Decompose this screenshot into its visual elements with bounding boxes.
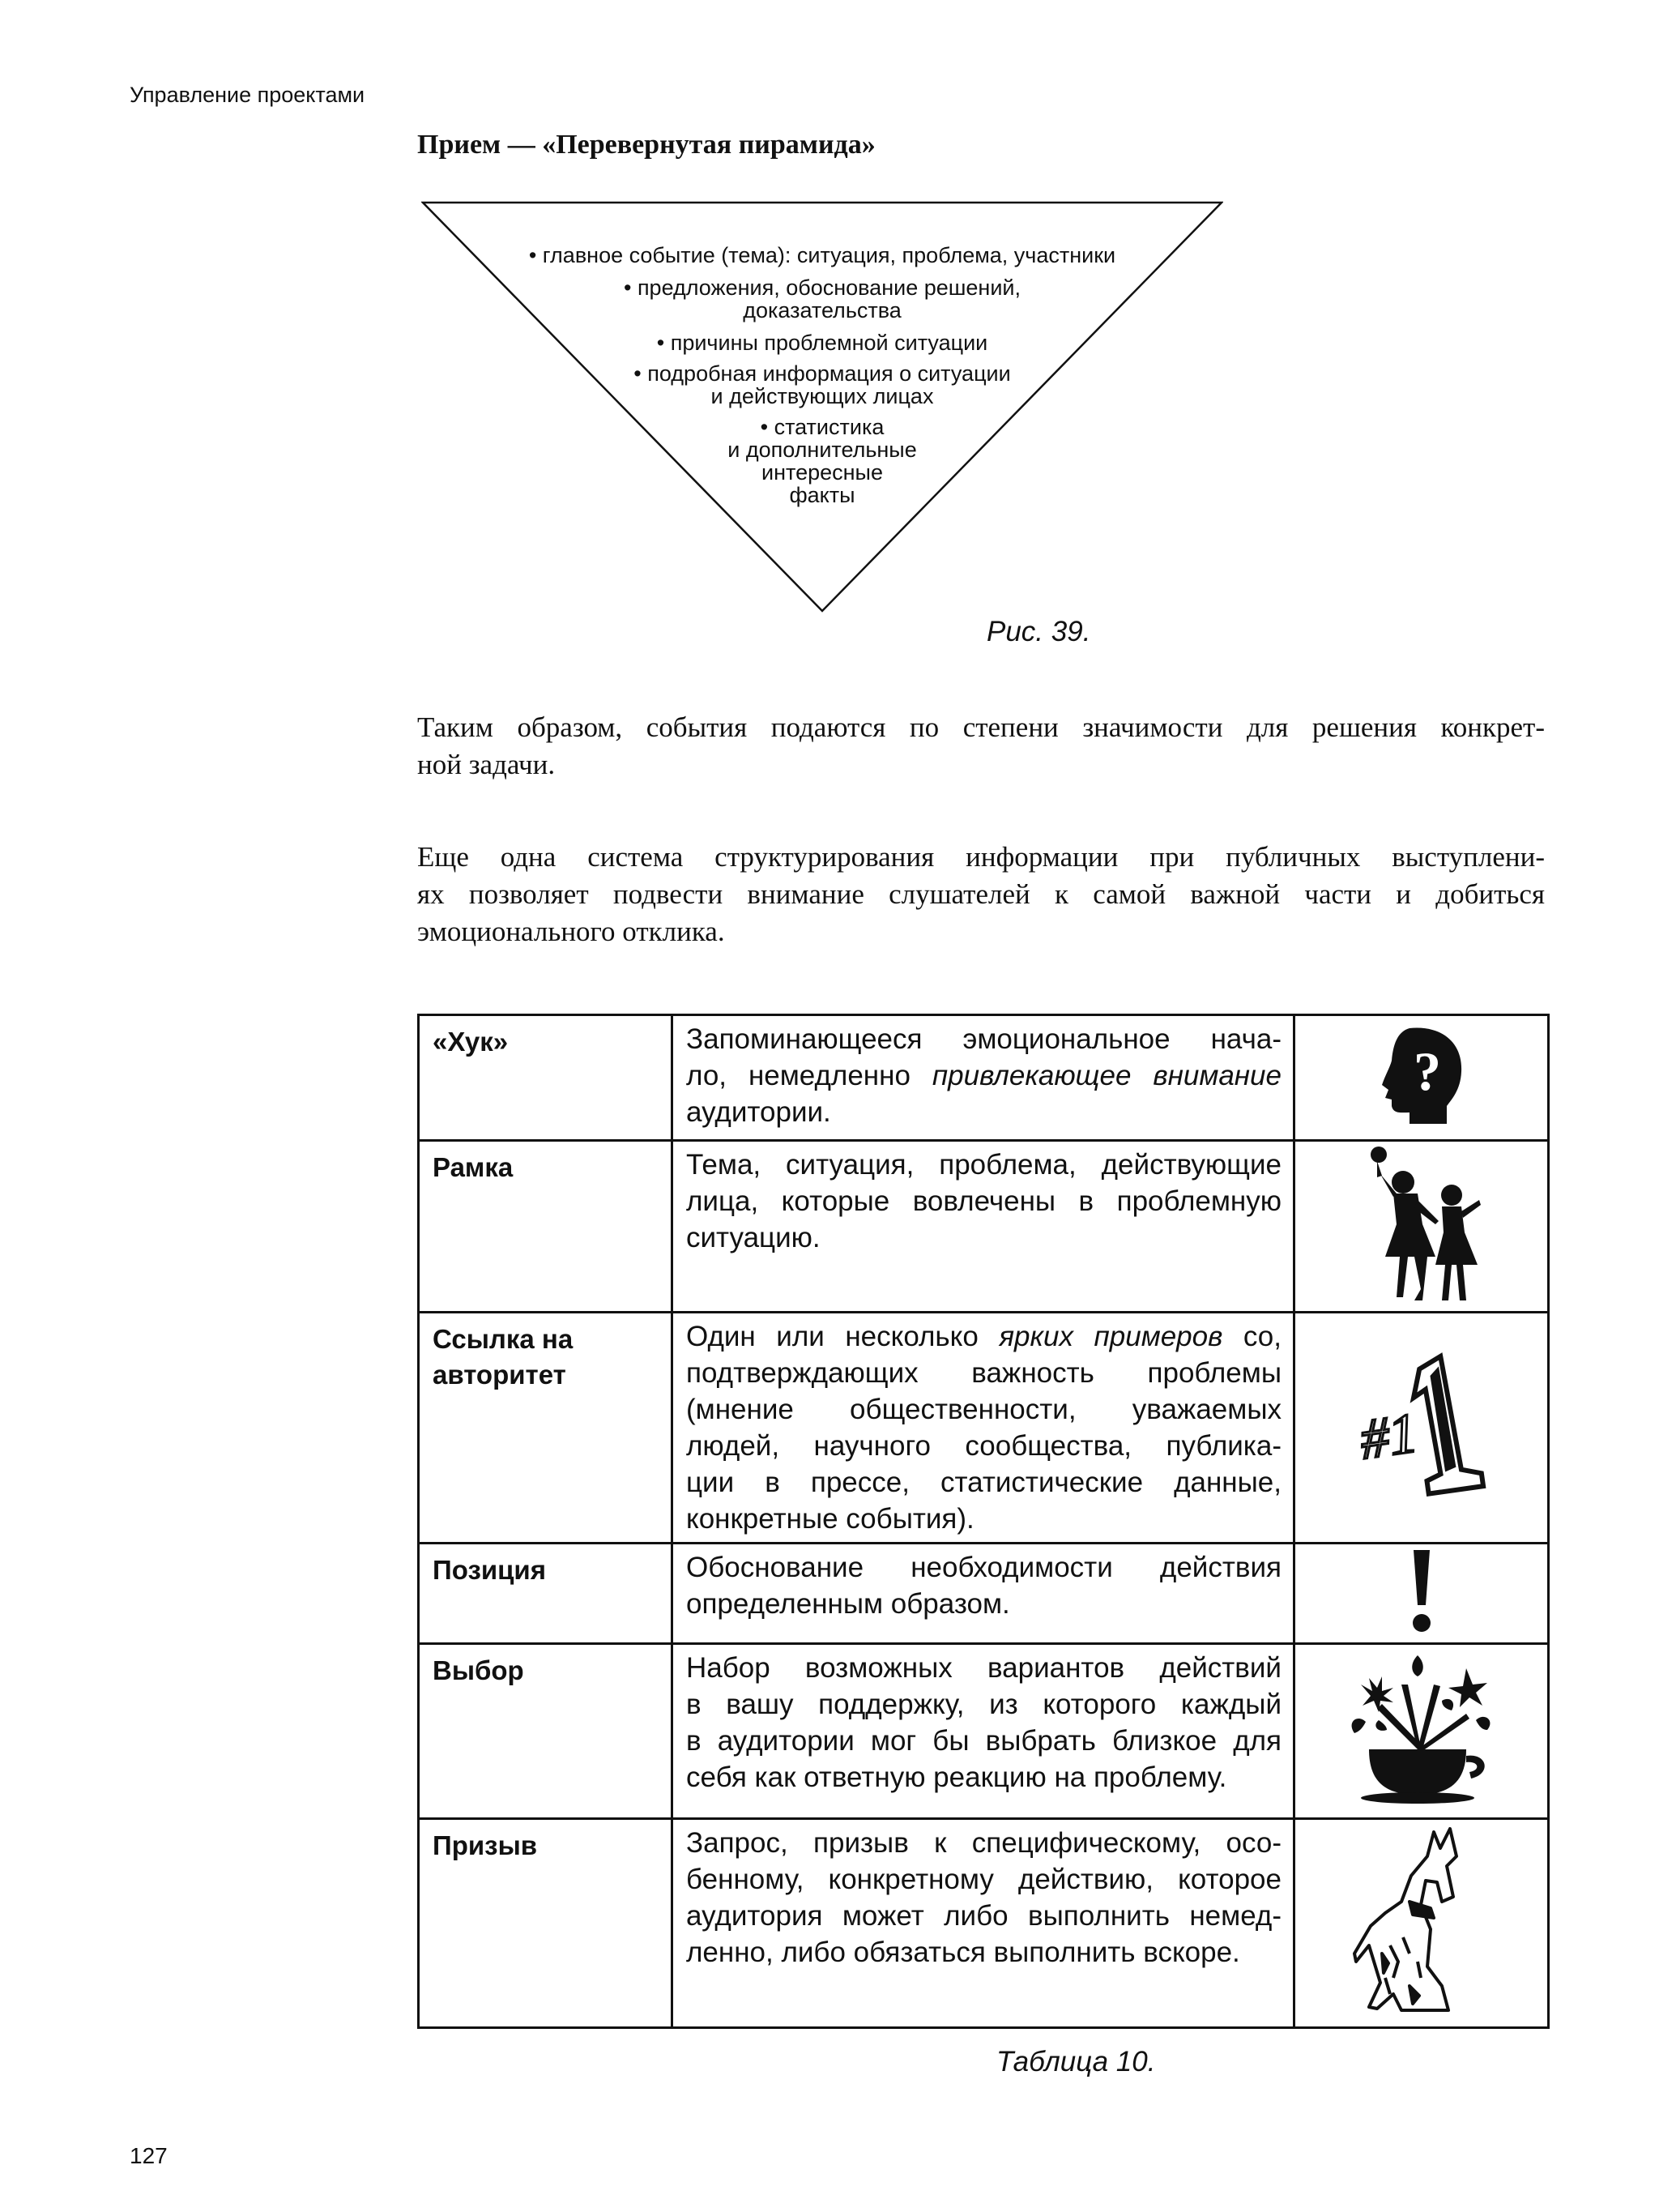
description-line: в аудитории мог бы выбрать близкое для xyxy=(686,1725,1282,1757)
term-line: авторитет xyxy=(433,1360,566,1390)
description-line: Тема, ситуация, проблема, действующие xyxy=(686,1149,1282,1181)
description-line: себя как ответную реакцию на проблему. xyxy=(686,1761,1227,1793)
table-row xyxy=(419,1819,1549,2028)
head-question-icon xyxy=(1377,1025,1466,1126)
icon-cell xyxy=(1294,1544,1549,1644)
text-part: Один или несколько xyxy=(686,1321,1000,1352)
term-cell xyxy=(419,1544,672,1644)
pyramid-line: доказательства xyxy=(743,298,902,322)
term-line: Ссылка на xyxy=(433,1324,574,1354)
pyramid-line: • подробная информация о ситуации xyxy=(633,361,1011,386)
pyramid-line: факты xyxy=(789,483,855,507)
description-line: людей, научного сообщества, публика- xyxy=(686,1430,1282,1462)
pyramid-line: • статистика xyxy=(760,415,885,439)
description-line: в вашу поддержку, из которого каждый xyxy=(686,1689,1282,1720)
paragraph-line: Таким образом, события подаются по степени значимости для решения конкрет- xyxy=(417,711,1545,743)
description-line: ции в прессе, статистические данные, xyxy=(686,1467,1282,1498)
term-position: Позиция xyxy=(433,1555,546,1585)
term-cell xyxy=(419,1819,672,2028)
emphasis: ярких примеров xyxy=(999,1321,1223,1352)
icon-hash: #1 xyxy=(1355,1401,1421,1471)
term-cell xyxy=(419,1644,672,1819)
description-cell xyxy=(672,1313,1294,1544)
term-frame: Рамка xyxy=(433,1152,514,1182)
running-header: Управление проектами xyxy=(130,83,365,107)
term-cell xyxy=(419,1313,672,1544)
teacup-flowers-icon xyxy=(1345,1652,1499,1806)
table-caption: Таблица 10. xyxy=(996,2046,1156,2077)
table-row xyxy=(419,1644,1549,1819)
description-line: ситуацию. xyxy=(686,1222,821,1253)
description-hook xyxy=(673,1016,1293,1130)
table-row xyxy=(419,1141,1549,1313)
description-line xyxy=(686,1057,1282,1094)
term-choice: Выбор xyxy=(433,1655,524,1685)
icon-cell xyxy=(1294,1141,1549,1313)
section-heading: Прием — «Перевернутая пирамида» xyxy=(417,130,876,160)
description-authority xyxy=(673,1313,1293,1537)
description-cell xyxy=(672,1015,1294,1141)
description-call xyxy=(673,1820,1293,1971)
term-cell xyxy=(419,1015,672,1141)
description-position xyxy=(673,1544,1293,1622)
paragraph-line: Еще одна система структурирования информации при публичных выступлени- xyxy=(417,841,1545,873)
icon-cell xyxy=(1294,1644,1549,1819)
description-line: Обоснование необходимости действия xyxy=(686,1552,1282,1583)
inverted-pyramid-diagram xyxy=(421,201,1223,614)
description-line: аудитория может либо выполнить немед- xyxy=(686,1900,1282,1932)
table-row xyxy=(419,1544,1549,1644)
term-authority xyxy=(420,1313,671,1393)
pyramid-line: • причины проблемной ситуации xyxy=(656,331,988,355)
description-cell xyxy=(672,1819,1294,2028)
description-line xyxy=(686,1318,1282,1355)
description-line: аудитории. xyxy=(686,1096,831,1128)
description-choice xyxy=(673,1645,1293,1796)
pyramid-line: интересные xyxy=(761,460,883,485)
table-row xyxy=(419,1313,1549,1544)
description-line: Запоминающееся эмоциональное нача- xyxy=(686,1023,1282,1055)
icon-cell xyxy=(1294,1819,1549,2028)
howling-wolf-icon xyxy=(1353,1824,1491,2018)
emphasis: привлекающее внимание xyxy=(932,1060,1282,1091)
paragraph-line: эмоционального отклика. xyxy=(417,916,725,947)
description-line: подтверждающих важность проблемы xyxy=(686,1357,1282,1389)
text-part: ло, немедленно xyxy=(686,1060,932,1091)
description-cell xyxy=(672,1141,1294,1313)
text-part: со, xyxy=(1222,1321,1282,1352)
description-line: бенному, конкретному действию, которое xyxy=(686,1864,1282,1895)
page-number: 127 xyxy=(130,2143,168,2168)
pyramid-line: и дополнительные xyxy=(727,438,917,462)
description-line: Запрос, призыв к специфическому, осо- xyxy=(686,1827,1282,1859)
pyramid-line: • предложения, обоснование решений, xyxy=(623,275,1021,300)
term-call: Призыв xyxy=(433,1830,538,1860)
structure-table xyxy=(417,1014,1550,2029)
paragraph-line: ях позволяет подвести внимание слушателей к самой важной части и добиться xyxy=(417,878,1545,910)
description-cell xyxy=(672,1544,1294,1644)
term-hook: «Хук» xyxy=(433,1027,509,1057)
number-one-icon xyxy=(1353,1345,1491,1507)
description-line: Набор возможных вариантов действий xyxy=(686,1652,1282,1684)
description-line: (мнение общественности, уважаемых xyxy=(686,1394,1282,1425)
dancing-girls-icon xyxy=(1361,1143,1482,1305)
pyramid-line: • главное событие (тема): ситуация, проблема, участники xyxy=(528,243,1116,267)
description-line: определенным образом. xyxy=(686,1588,1010,1620)
icon-cell xyxy=(1294,1313,1549,1544)
exclamation-icon xyxy=(1405,1547,1438,1636)
description-line: ленно, либо обязаться выполнить вскоре. xyxy=(686,1937,1240,1968)
pyramid-line: и действующих лицах xyxy=(710,384,934,408)
description-cell xyxy=(672,1644,1294,1819)
description-line: конкретные события). xyxy=(686,1503,975,1535)
paragraph-line: ной задачи. xyxy=(417,749,556,780)
description-frame xyxy=(673,1142,1293,1256)
svg-text:?: ? xyxy=(1413,1040,1441,1102)
term-cell xyxy=(419,1141,672,1313)
description-line: лица, которые вовлечены в проблемную xyxy=(686,1185,1282,1217)
table-row xyxy=(419,1015,1549,1141)
icon-cell xyxy=(1294,1015,1549,1141)
paragraph-2 xyxy=(417,839,1545,950)
paragraph-1 xyxy=(417,709,1545,784)
figure-caption: Рис. 39. xyxy=(987,616,1091,647)
